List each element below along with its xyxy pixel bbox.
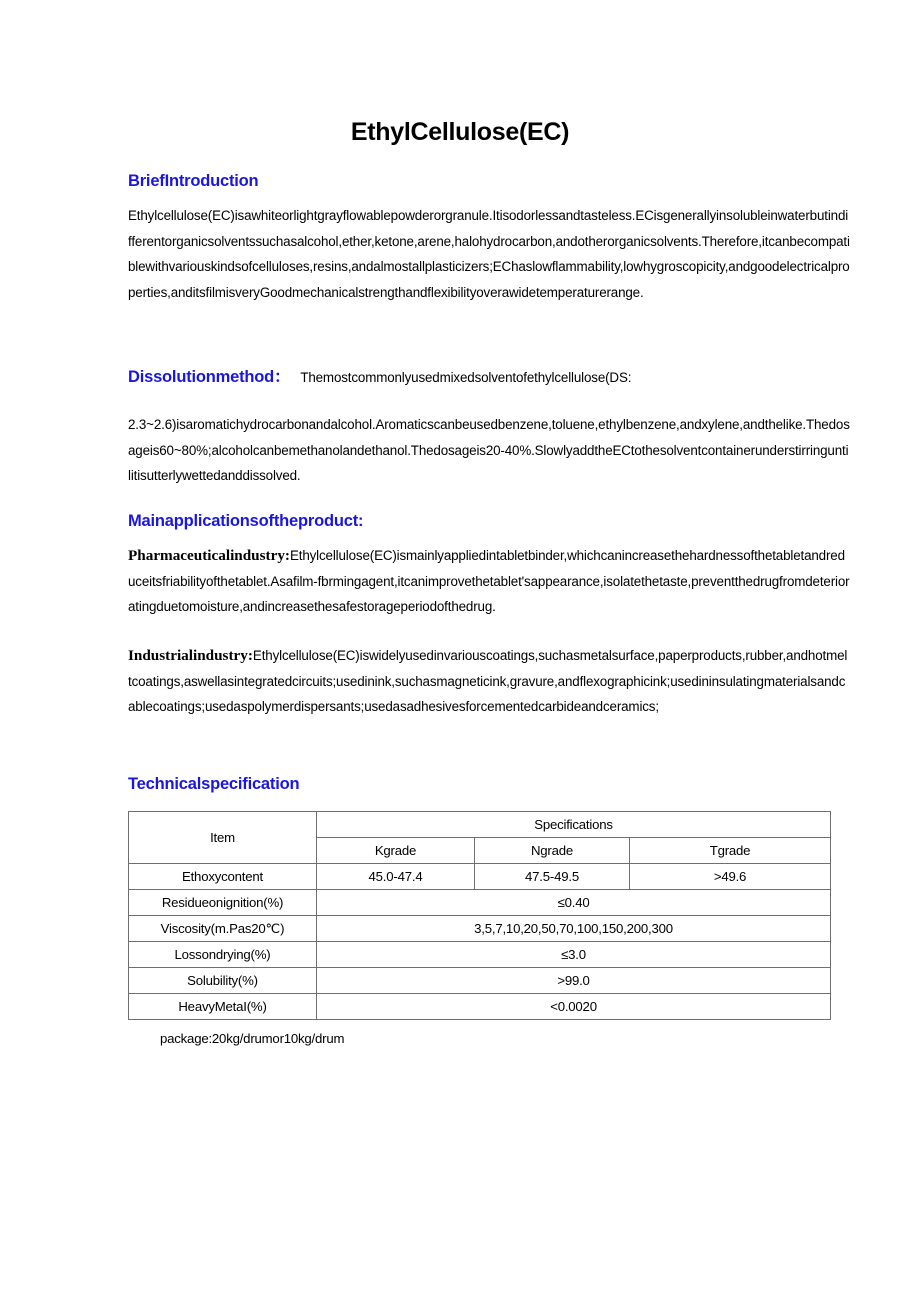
label-pharmaceutical-industry: Pharmaceuticalindustry: xyxy=(128,547,290,564)
label-industrial-industry: Industrialindustry: xyxy=(128,647,253,664)
table-row xyxy=(129,942,831,968)
text-industrial-industry: Ethylcellulose(EC)iswidelyusedinvariouscoatings,suchasmetalsurface,paperproducts,rubber,andhotmeltcoatings,aswellasintegratedcircuits;usedinink,suchasmagneticink,gravure,andflexographicink;usedininsulatingmaterialsandcablecoatings;usedaspolymerdispersants;usedasadhesivesforcementedcarbideandceramics; xyxy=(128,648,848,714)
table-cell-value-all: >99.0 xyxy=(317,968,831,994)
table-row xyxy=(129,994,831,1020)
table-cell-item: Solubility(%) xyxy=(129,968,317,994)
paragraph-brief-introduction: Ethylcellulose(EC)isawhiteorlightgrayflowablepowderorgranule.Itisodorlessandtasteless.ECisgenerallyinsolubleinwaterbutindifferentorganicsolventssuchasalcohol,ether,ketone,arene,halohydrocarbon,andotherorganicsolvents.Therefore,itcanbecompatiblewithvariouskindsofcelluloses,resins,andalmostallplasticizers;EChaslowflammability,lowhygroscopicity,andgoodelectricalproperties,anditsfilmisveryGoodmechanicalstrengthandflexibilityoverawidetemperaturerange. xyxy=(128,208,850,300)
dissolution-lead-text: Themostcommonlyusedmixedsolventofethylcellulose(DS: xyxy=(300,370,632,385)
table-cell-item: Residueonignition(%) xyxy=(129,890,317,916)
table-row xyxy=(129,890,831,916)
paragraph-industrial-industry xyxy=(128,643,850,720)
table-cell-item: Viscosity(m.Pas20℃) xyxy=(129,916,317,942)
table-row xyxy=(129,968,831,994)
table-row xyxy=(129,864,831,890)
table-cell-value-all: 3,5,7,10,20,50,70,100,150,200,300 xyxy=(317,916,831,942)
table-cell-item: Ethoxycontent xyxy=(129,864,317,890)
heading-technical-specification: Technicalspecification xyxy=(128,775,300,793)
block-dissolution-method xyxy=(128,365,850,391)
document-title: EthylCellulose(EC) xyxy=(350,118,570,146)
heading-brief-introduction: BriefIntroduction xyxy=(128,172,259,190)
table-cell-value-kgrade: 45.0-47.4 xyxy=(317,864,475,890)
paragraph-pharmaceutical-industry xyxy=(128,543,850,620)
table-cell-value-all: <0.0020 xyxy=(317,994,831,1020)
heading-dissolution-method: Dissolutionmethod： xyxy=(128,368,291,386)
table-row xyxy=(129,916,831,942)
table-header-ngrade: Ngrade xyxy=(475,838,630,864)
text-pharmaceutical-industry: Ethylcellulose(EC)ismainlyappliedintabletbinder,whichcanincreasethehardnessofthetabletandreduceitsfriabilityofthetablet.Asafilm-fbrmingagent,itcanimprovethetablet'sappearance,isolatethetaste,preventthedrugfromdeterioratingduetomoisture,andincreasethesafestorageperiodofthedrug. xyxy=(128,548,850,614)
table-cell-value-all: ≤3.0 xyxy=(317,942,831,968)
package-note: package:20kg/drumor10kg/drum xyxy=(160,1031,345,1046)
paragraph-dissolution-body: 2.3~2.6)isaromatichydrocarbonandalcohol.Aromaticscanbeusedbenzene,toluene,ethylbenzene,andxylene,andthelike.Thedosageis60~80%;alcoholcanbemethanolandethanol.Thedosageis20-40%.SlowlyaddtheECtothesolventcontainerunderstirringuntilitisutterlywettedanddissolved. xyxy=(128,417,850,483)
table-header-row-1 xyxy=(129,812,831,838)
table-header-tgrade: Tgrade xyxy=(630,838,831,864)
table-cell-item: HeavyMetaI(%) xyxy=(129,994,317,1020)
table-header-item: Item xyxy=(129,812,317,864)
technical-specification-table xyxy=(128,811,830,1020)
table-cell-item: Lossondrying(%) xyxy=(129,942,317,968)
table-cell-value-tgrade: >49.6 xyxy=(630,864,831,890)
table-cell-value-all: ≤0.40 xyxy=(317,890,831,916)
table-cell-value-ngrade: 47.5-49.5 xyxy=(475,864,630,890)
heading-main-applications: Mainapplicationsoftheproduct: xyxy=(128,512,364,530)
table-header-kgrade: Kgrade xyxy=(317,838,475,864)
table-header-specifications: Specifications xyxy=(317,812,831,838)
